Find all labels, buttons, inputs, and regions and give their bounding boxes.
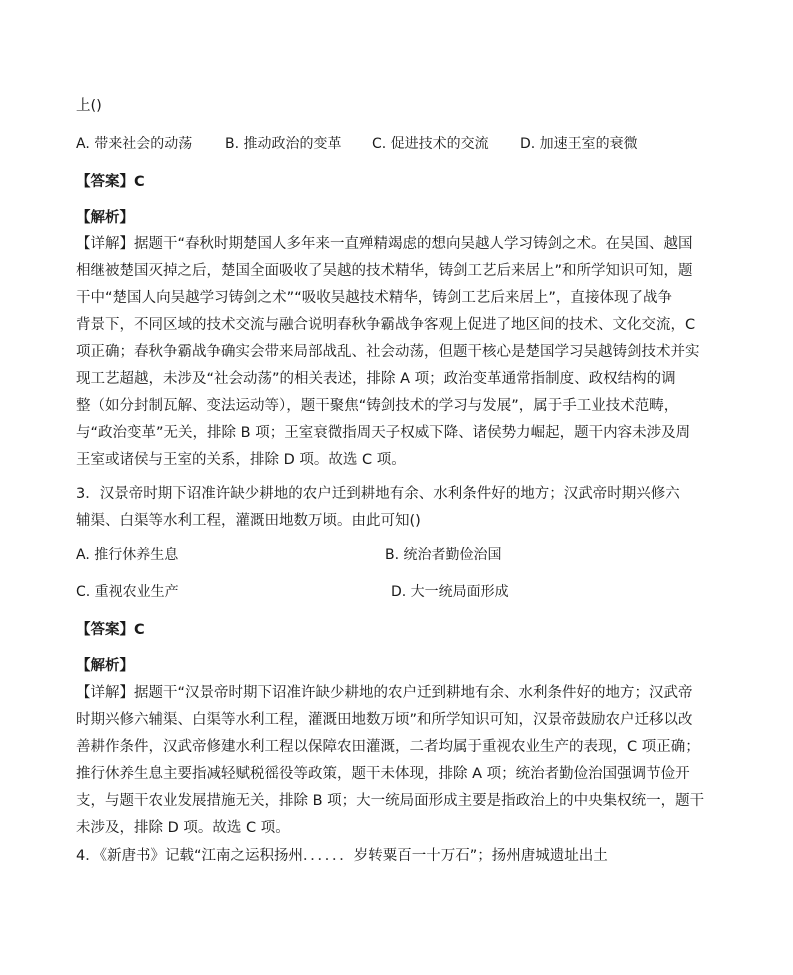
q2-detail-line: 现工艺超越，未涉及“社会动荡”的相关表述，排除 A 项；政治变革通常指制度、政权结构的调: [76, 371, 676, 387]
q2-detail-line: 王室或诸侯与王室的关系，排除 D 项。故选 C 项。: [76, 452, 406, 468]
q3-analysis-label: 【解析】: [76, 658, 134, 674]
q3-stem-line: 辅渠、白渠等水利工程，灌溉田地数万顷。由此可知(): [76, 513, 421, 529]
q2-option-b: B. 推动政治的变革: [225, 136, 342, 152]
q3-stem-line: 3．汉景帝时期下诏准许缺少耕地的农户迁到耕地有余、水利条件好的地方；汉武帝时期兴修六: [76, 486, 680, 502]
q2-stem-tail: 上(): [76, 98, 102, 114]
q3-option-c: C. 重视农业生产: [76, 584, 179, 600]
q2-detail-line: 相继被楚国灭掉之后，楚国全面吸收了吴越的技术精华，铸剑工艺后来居上”和所学知识可知，题: [76, 263, 693, 279]
q2-analysis-label: 【解析】: [76, 210, 134, 226]
q2-option-d: D. 加速王室的衰微: [520, 136, 638, 152]
q3-detail-line: 【详解】据题干“汉景帝时期下诏准许缺少耕地的农户迁到耕地有余、水利条件好的地方；汉武帝: [76, 685, 693, 701]
q2-detail-line: 项正确；春秋争霸战争确实会带来局部战乱、社会动荡，但题干核心是楚国学习吴越铸剑技术并实: [76, 344, 700, 360]
q2-detail-line: 与“政治变革”无关，排除 B 项；王室衰微指周天子权威下降、诸侯势力崛起，题干内容未涉及周: [76, 425, 691, 441]
q2-option-a: A. 带来社会的动荡: [76, 136, 193, 152]
q4-stem-line: 4．《新唐书》记载“江南之运积扬州．．．．．．岁转粟百一十万石”；扬州唐城遗址出土: [76, 848, 608, 864]
q2-detail-line: 【详解】据题干“春秋时期楚国人多年来一直殚精竭虑的想向吴越人学习铸剑之术。在吴国、越国: [76, 236, 693, 252]
q3-answer: 【答案】C: [76, 622, 145, 638]
q3-option-d: D. 大一统局面形成: [391, 584, 509, 600]
q3-option-b: B. 统治者勤俭治国: [385, 547, 502, 563]
q3-detail-line: 时期兴修六辅渠、白渠等水利工程，灌溉田地数万顷”和所学知识可知，汉景帝鼓励农户迁移以改: [76, 712, 693, 728]
q3-detail-line: 推行休养生息主要指减轻赋税徭役等政策，题干未体现，排除 A 项；统治者勤俭治国强调节俭开: [76, 766, 690, 782]
q2-option-c: C. 促进技术的交流: [372, 136, 489, 152]
q2-answer: 【答案】C: [76, 174, 145, 190]
q2-detail-line: 整（如分封制瓦解、变法运动等），题干聚焦“铸剑技术的学习与发展”，属于手工业技术范畴，: [76, 398, 679, 414]
q3-detail-line: 未涉及，排除 D 项。故选 C 项。: [76, 820, 290, 836]
q2-detail-line: 背景下，不同区域的技术交流与融合说明春秋争霸战争客观上促进了地区间的技术、文化交流，C: [76, 317, 696, 333]
q3-detail-line: 善耕作条件，汉武帝修建水利工程以保障农田灌溉，二者均属于重视农业生产的表现，C 项正确；: [76, 739, 700, 755]
q3-option-a: A. 推行休养生息: [76, 547, 179, 563]
q3-detail-line: 支，与题干农业发展措施无关，排除 B 项；大一统局面形成主要是指政治上的中央集权统一，题干: [76, 793, 705, 809]
q2-detail-line: 干中“楚国人向吴越学习铸剑之术”“吸收吴越技术精华，铸剑工艺后来居上”，直接体现了战争: [76, 290, 672, 306]
